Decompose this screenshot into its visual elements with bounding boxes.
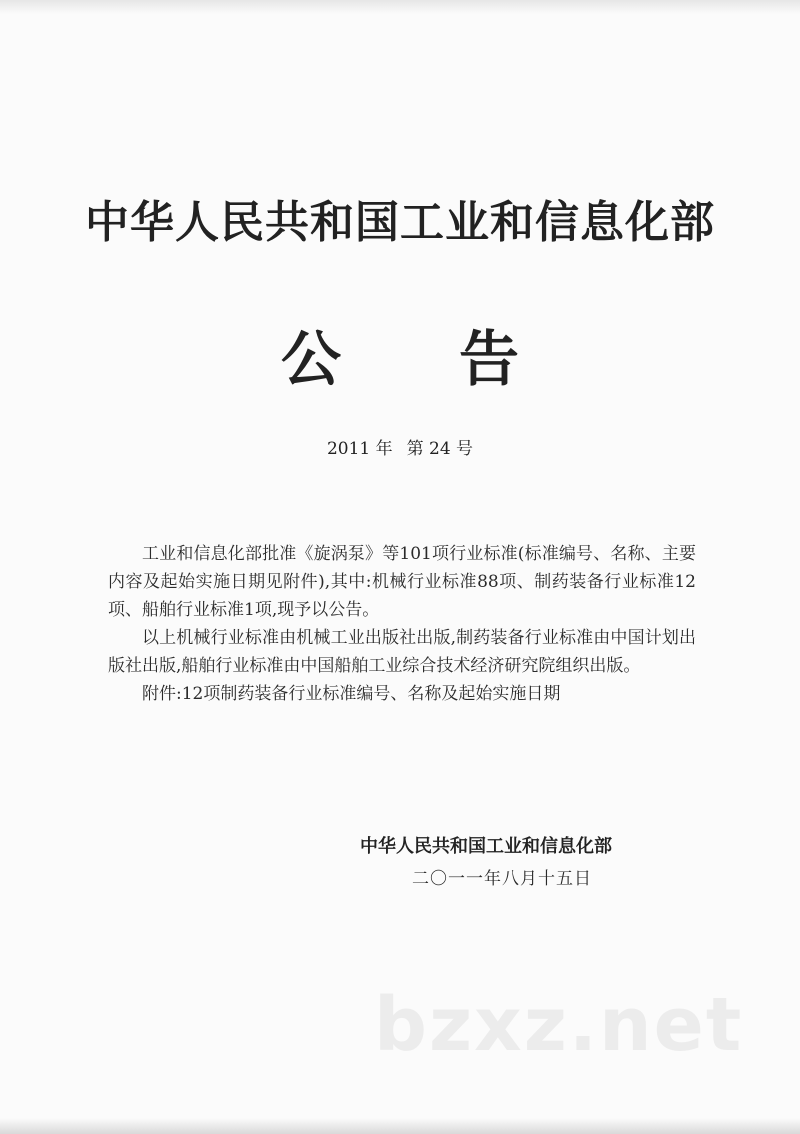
document-issue-number: 第 24 号: [406, 439, 474, 459]
signature-authority: 中华人民共和国工业和信息化部: [360, 836, 612, 857]
attachment-line: 附件:12项制药装备行业标准编号、名称及起始实施日期: [142, 684, 561, 704]
page-top-edge: [0, 0, 800, 14]
announcement-body: [108, 540, 696, 708]
page-bottom-edge: [0, 1118, 800, 1134]
document-type-char-1: 公: [281, 325, 341, 395]
site-watermark: bzxz.net: [374, 982, 744, 1068]
document-number: [0, 434, 800, 459]
issuing-authority-title: 中华人民共和国工业和信息化部: [85, 197, 715, 248]
document-type-title: [0, 312, 800, 398]
signature-date: 二〇一一年八月十五日: [412, 869, 592, 889]
document-year: 2011 年: [326, 439, 393, 459]
body-paragraph: 工业和信息化部批准《旋涡泵》等101项行业标准(标准编号、名称、主要内容及起始实施日期见附件),其中:机械行业标准88项、制药装备行业标准12项、船舶行业标准1项,现予以公告。: [108, 544, 696, 620]
document-type-char-2: 告: [459, 325, 519, 395]
body-paragraph: 以上机械行业标准由机械工业出版社出版,制药装备行业标准由中国计划出版社出版,船舶行业标准由中国船舶工业综合技术经济研究院组织出版。: [108, 628, 696, 676]
